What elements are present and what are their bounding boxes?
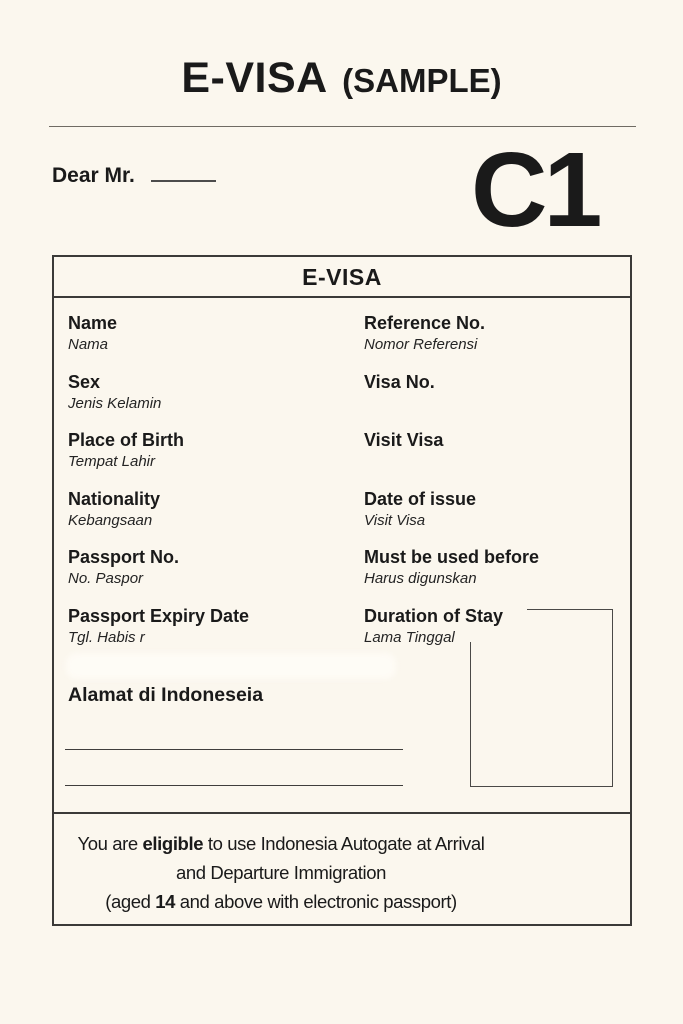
field-subtitle: Visit Visa xyxy=(364,511,426,529)
field-label: Passport No. xyxy=(68,547,180,568)
field-passport-no xyxy=(68,547,364,606)
erased-smudge xyxy=(66,653,396,679)
field-name xyxy=(68,313,364,372)
field-label: Reference No. xyxy=(364,313,486,333)
eligibility-line-1 xyxy=(54,829,630,858)
photo-box-left-edge xyxy=(470,642,471,786)
document-title-main: E-VISA xyxy=(181,54,328,102)
field-subtitle: Tempat Lahir xyxy=(68,453,155,471)
field-label: Date of issue xyxy=(364,488,477,509)
field-label: Place of Birth xyxy=(68,430,185,451)
field-date-of-issue xyxy=(364,489,622,548)
field-label: Visa No. xyxy=(364,371,435,392)
field-label: Must be used before xyxy=(364,547,540,568)
field-subtitle: Harus digunskan xyxy=(364,570,477,588)
field-subtitle: Tgl. Habis r xyxy=(68,628,145,646)
photo-box-top-edge xyxy=(527,609,612,610)
age-emphasis: 14 xyxy=(155,891,176,912)
field-label: Passport Expiry Date xyxy=(68,605,250,626)
eligibility-line-3-suffix: and above with electronic passport) xyxy=(175,891,457,912)
eligibility-line-3-prefix: (aged xyxy=(105,891,156,912)
field-visa-no xyxy=(364,372,622,431)
field-label: Sex xyxy=(68,371,101,392)
evisa-form-box xyxy=(52,255,632,926)
visa-class-code: C1 xyxy=(471,131,599,249)
field-label: Name xyxy=(68,313,118,333)
field-label: Duration of Stay xyxy=(364,605,504,626)
field-must-be-used-before xyxy=(364,547,622,606)
field-subtitle: Lama Tinggal xyxy=(364,628,455,646)
field-visit-visa xyxy=(364,430,622,489)
salutation-text: Dear Mr. xyxy=(52,164,135,187)
eligibility-line-1-prefix: You are xyxy=(77,833,143,854)
document-title xyxy=(0,54,683,103)
field-subtitle: Jenis Kelamin xyxy=(68,394,162,412)
eligibility-emphasis: eligible xyxy=(142,833,204,854)
eligibility-line-3 xyxy=(54,887,630,916)
field-sex xyxy=(68,372,364,431)
field-label: Nationality xyxy=(68,488,161,509)
field-place-of-birth xyxy=(68,430,364,489)
address-in-indonesia-label: Alamat di Indoneseia xyxy=(68,684,264,706)
eligibility-line-2: and Departure Immigration xyxy=(175,862,387,883)
address-write-line-2 xyxy=(65,785,403,786)
field-subtitle: Kebangsaan xyxy=(68,511,153,529)
address-write-line-1 xyxy=(65,749,403,750)
field-subtitle: Nomor Referensi xyxy=(364,336,478,353)
field-subtitle: Nama xyxy=(68,336,109,353)
field-label: Visit Visa xyxy=(364,430,444,451)
photo-placeholder-box xyxy=(470,609,613,787)
autogate-eligibility-section xyxy=(54,812,630,924)
field-nationality xyxy=(68,489,364,548)
eligibility-line-1-suffix: to use Indonesia Autogate at Arrival xyxy=(203,833,485,854)
salutation-line xyxy=(52,161,216,188)
title-divider-rule xyxy=(49,126,636,127)
name-blank-underline xyxy=(151,161,216,182)
form-box-header: E-VISA xyxy=(54,257,630,298)
field-subtitle: No. Paspor xyxy=(68,570,144,588)
field-reference-no xyxy=(364,313,622,372)
document-title-sample-tag: (SAMPLE) xyxy=(342,62,502,99)
